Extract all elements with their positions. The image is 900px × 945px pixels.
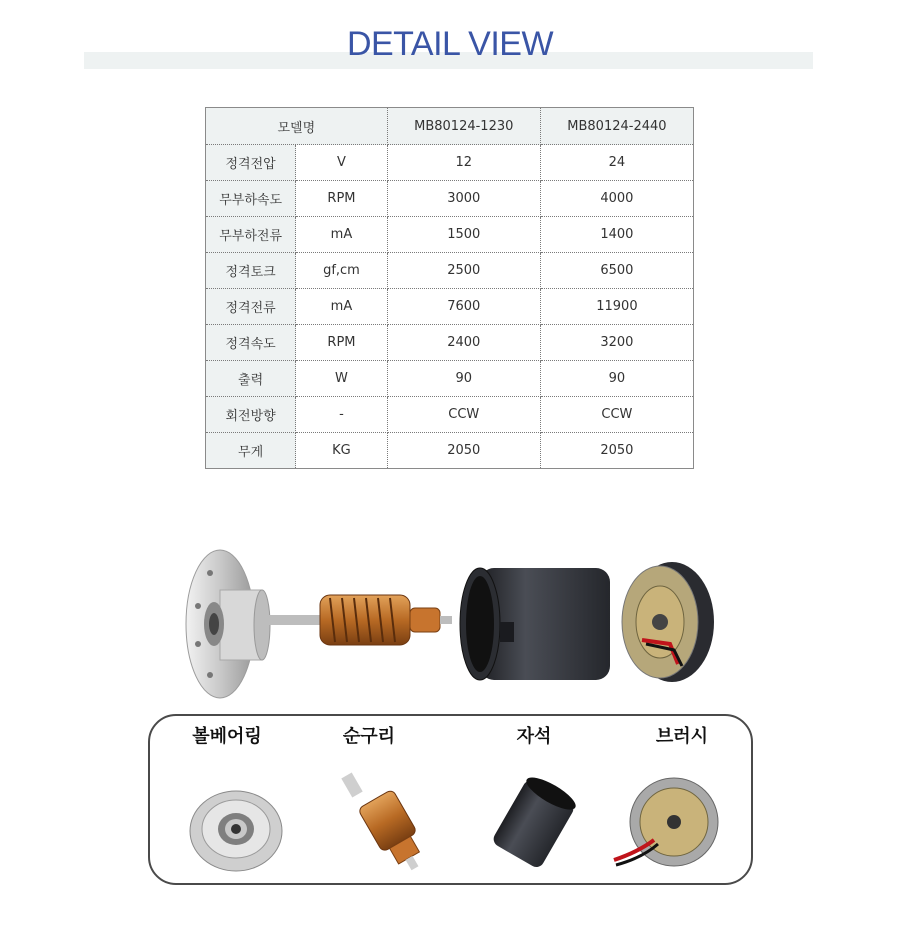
row-value-2: 6500 xyxy=(540,253,693,289)
table-header-row xyxy=(206,108,694,145)
motor-exploded-photo xyxy=(170,540,730,710)
row-value-1: 2050 xyxy=(387,433,540,469)
row-name: 정격속도 xyxy=(206,325,296,361)
row-unit: RPM xyxy=(296,325,387,361)
table-row xyxy=(206,397,694,433)
row-name: 무부하속도 xyxy=(206,181,296,217)
table-row xyxy=(206,433,694,469)
brush-part xyxy=(622,562,714,682)
magnet-housing-icon xyxy=(484,777,584,869)
flange-part xyxy=(186,550,270,698)
magnet-housing-part xyxy=(460,568,610,680)
copper-armature-icon xyxy=(340,770,440,880)
row-value-2: 90 xyxy=(540,361,693,397)
part-label-magnet: 자석 xyxy=(516,726,552,747)
row-unit: mA xyxy=(296,217,387,253)
row-unit: - xyxy=(296,397,387,433)
row-value-2: 1400 xyxy=(540,217,693,253)
table-row xyxy=(206,361,694,397)
row-unit: mA xyxy=(296,289,387,325)
row-unit: gf,cm xyxy=(296,253,387,289)
spec-table xyxy=(205,107,694,469)
row-value-2: 4000 xyxy=(540,181,693,217)
row-name: 정격전압 xyxy=(206,145,296,181)
table-row xyxy=(206,253,694,289)
row-value-2: 11900 xyxy=(540,289,693,325)
ball-bearing-icon xyxy=(186,785,286,875)
row-name: 정격토크 xyxy=(206,253,296,289)
row-value-1: 2500 xyxy=(387,253,540,289)
row-name: 정격전류 xyxy=(206,289,296,325)
table-row xyxy=(206,325,694,361)
brush-assembly-icon xyxy=(608,770,720,870)
row-value-1: 3000 xyxy=(387,181,540,217)
row-value-1: 12 xyxy=(387,145,540,181)
row-value-1: 7600 xyxy=(387,289,540,325)
row-value-2: CCW xyxy=(540,397,693,433)
part-label-brush: 브러시 xyxy=(655,726,709,747)
table-row xyxy=(206,181,694,217)
table-row xyxy=(206,217,694,253)
model-name-1: MB80124-1230 xyxy=(387,108,540,145)
row-name: 무게 xyxy=(206,433,296,469)
page-title: DETAIL VIEW xyxy=(346,25,554,63)
row-value-1: 2400 xyxy=(387,325,540,361)
row-value-2: 24 xyxy=(540,145,693,181)
row-unit: RPM xyxy=(296,181,387,217)
row-value-1: 1500 xyxy=(387,217,540,253)
table-row xyxy=(206,289,694,325)
part-label-copper: 순구리 xyxy=(342,726,396,747)
row-unit: W xyxy=(296,361,387,397)
row-value-1: 90 xyxy=(387,361,540,397)
table-row xyxy=(206,145,694,181)
row-unit: V xyxy=(296,145,387,181)
row-value-1: CCW xyxy=(387,397,540,433)
part-label-bearing: 볼베어링 xyxy=(192,726,262,747)
model-label: 모델명 xyxy=(206,108,388,145)
armature-part xyxy=(265,595,452,645)
row-name: 출력 xyxy=(206,361,296,397)
row-value-2: 3200 xyxy=(540,325,693,361)
row-name: 무부하전류 xyxy=(206,217,296,253)
row-unit: KG xyxy=(296,433,387,469)
model-name-2: MB80124-2440 xyxy=(540,108,693,145)
row-name: 회전방향 xyxy=(206,397,296,433)
row-value-2: 2050 xyxy=(540,433,693,469)
